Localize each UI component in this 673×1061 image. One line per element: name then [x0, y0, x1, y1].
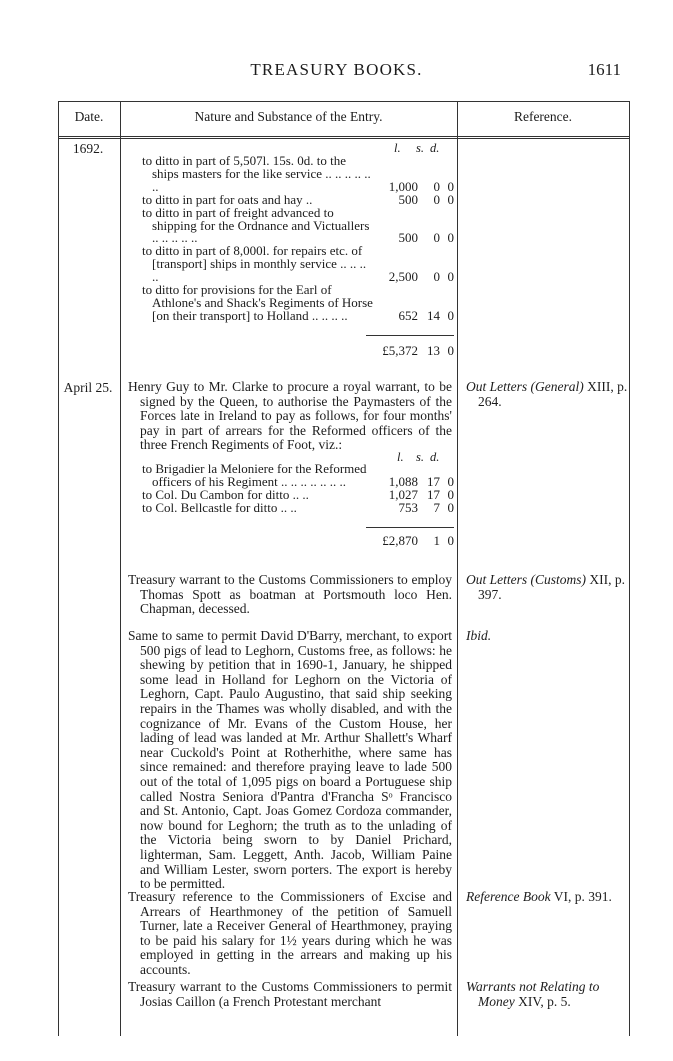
- total-d: 0: [447, 533, 454, 548]
- entry-reference: Ibid.: [466, 628, 492, 643]
- entry-text: Treasury warrant to the Customs Commissioners to employ Thomas Spott as boatman at Portsmouth loco Hen. Chapman, decessed.: [128, 572, 452, 617]
- amount-d: 0: [447, 191, 454, 207]
- amount-s: 0: [433, 178, 440, 194]
- entry-reference: Warrants not Relating to Money XIV, p. 5.: [466, 979, 600, 1009]
- date-divider: [120, 101, 121, 1036]
- lsd-l-header: l.: [394, 141, 401, 155]
- amount-d: 0: [447, 499, 454, 515]
- total-s: 1: [433, 533, 440, 548]
- left-border: [58, 101, 59, 1036]
- entry-total: [142, 535, 454, 548]
- lsd-d-header: d.: [430, 141, 440, 155]
- amount-s: 0: [433, 230, 440, 246]
- total-rule: [366, 335, 454, 336]
- lsd-d-header: d.: [430, 450, 440, 464]
- header-rule-double: [58, 138, 630, 139]
- entry-items: [142, 463, 454, 515]
- total-l: £5,372: [382, 343, 418, 358]
- entry-text: Same to same to permit David D'Barry, merchant, to export 500 pigs of lead to Leghorn, Customs free, as follows: he shewing by petition that in 1690-1, January, he shipped some lead in Holland for Leghorn on the Victoria of Leghorn, Capt. Paulo Augustino, that said ship seeking repairs in the Thames was wholly disabled, and with the cognizance of Mr. Evans of the Custom House, her lading of lead was landed at Mr. Arthur Shallett's Wharf near Cuckold's Point at Rotherhithe, where same has since remained: and therefore praying leave to lade 500 out of the total of 1,095 pigs on board a Portuguese ship called Nostra Seniora d'Pantra d'Francha Sᵒ Francisco and St. Antonio, Capt. Joas Gomez Cordoza commander, now bound for Leghorn; the truth as to the unlading of the Victoria being sworn to by Daniel Prichard, lighterman, Sam. Leggett, Anth. Jacob, William Paine and William Lester, sworn porters. The export is hereby to be permitted.: [128, 628, 452, 892]
- page-header: [0, 60, 673, 84]
- entry-items: [142, 155, 454, 323]
- nature-column-header: Nature and Substance of the Entry.: [194, 109, 383, 124]
- right-border: [629, 101, 630, 1036]
- entry-text: Treasury warrant to the Customs Commissioners to permit Josias Caillon (a French Protestant merchant: [128, 979, 452, 1009]
- amount-l: 500: [398, 191, 418, 207]
- amount-d: 0: [447, 307, 454, 323]
- entry-date: April 25.: [63, 380, 113, 395]
- item-row: to ditto in part of 5,507l. 15s. 0d. to the ships masters for the like service .. .. .. .. .. .. 1,000 0 0: [142, 153, 454, 194]
- entries-table: [58, 101, 630, 1036]
- item-row: to Col. Bellcastle for ditto .. .. 753 7 0: [142, 499, 454, 515]
- total-s: 13: [427, 343, 440, 358]
- entry-text: Henry Guy to Mr. Clarke to procure a royal warrant, to be signed by the Queen, to authorise the Paymasters of the Forces late in Ireland to pay as follows, for four months' pay in part of arrears for the Reformed officers of the three French Regiments of Foot, viz.:: [128, 379, 452, 453]
- entry-total: [142, 345, 454, 358]
- amount-d: 0: [447, 473, 454, 489]
- table-top-rule: [58, 101, 630, 102]
- total-d: 0: [447, 343, 454, 358]
- entry-reference: Out Letters (Customs) XII, p. 397.: [466, 572, 626, 602]
- amount-l: 2,500: [388, 269, 418, 285]
- amount-s: 0: [433, 269, 440, 285]
- amount-l: 1,027: [388, 486, 418, 502]
- lsd-s-header: s.: [416, 141, 424, 155]
- amount-l: 753: [398, 499, 418, 515]
- entry-reference: Reference Book VI, p. 391.: [466, 889, 612, 904]
- total-l: £2,870: [382, 533, 418, 548]
- total-rule: [366, 527, 454, 528]
- amount-s: 7: [433, 499, 440, 515]
- amount-s: 17: [427, 486, 440, 502]
- amount-d: 0: [447, 178, 454, 194]
- amount-l: 652: [398, 307, 418, 323]
- amount-d: 0: [447, 486, 454, 502]
- entry-date: 1692.: [72, 141, 104, 156]
- item-row: to Brigadier la Meloniere for the Reformed officers of his Regiment .. .. .. .. .. .. .. 1,088 17 0: [142, 461, 454, 489]
- lsd-l-header: l.: [397, 450, 404, 464]
- lsd-s-header: s.: [416, 450, 424, 464]
- amount-s: 0: [433, 191, 440, 207]
- reference-divider: [457, 101, 458, 1036]
- item-row: to Col. Du Cambon for ditto .. .. 1,027 17 0: [142, 486, 454, 502]
- amount-l: 500: [398, 230, 418, 246]
- item-row: to ditto in part for oats and hay .. 500 0 0: [142, 191, 454, 207]
- entry-reference: Out Letters (General) XIII, p. 264.: [466, 379, 628, 409]
- reference-column-header: Reference.: [513, 109, 573, 124]
- entry-text: Treasury reference to the Commissioners of Excise and Arrears of Hearthmoney of the petition of Samuell Turner, late a Receiver General of Hearthmoney, praying to be paid his salary for 1½ years during which he was employed in getting in the arrears and making up his accounts.: [128, 889, 452, 977]
- amount-l: 1,088: [388, 473, 418, 489]
- amount-l: 1,000: [388, 178, 418, 194]
- date-column-header: Date.: [74, 109, 104, 124]
- page-number: 1611: [587, 60, 621, 79]
- header-rule: [58, 136, 630, 137]
- item-row: to ditto for provisions for the Earl of Athlone's and Shack's Regiments of Horse [on their transport] to Holland .. .. .. .. 652 14 0: [142, 282, 454, 323]
- item-row: to ditto in part of freight advanced to shipping for the Ordnance and Victuallers .. .. .. .. .. 500 0 0: [142, 204, 454, 246]
- running-title: TREASURY BOOKS.: [250, 60, 423, 79]
- amount-s: 17: [427, 473, 440, 489]
- item-row: to ditto in part of 8,000l. for repairs etc. of [transport] ships in monthly service .. .. .. .. 2,500 0 0: [142, 243, 454, 285]
- amount-d: 0: [447, 230, 454, 246]
- amount-s: 14: [427, 307, 440, 323]
- amount-d: 0: [447, 269, 454, 285]
